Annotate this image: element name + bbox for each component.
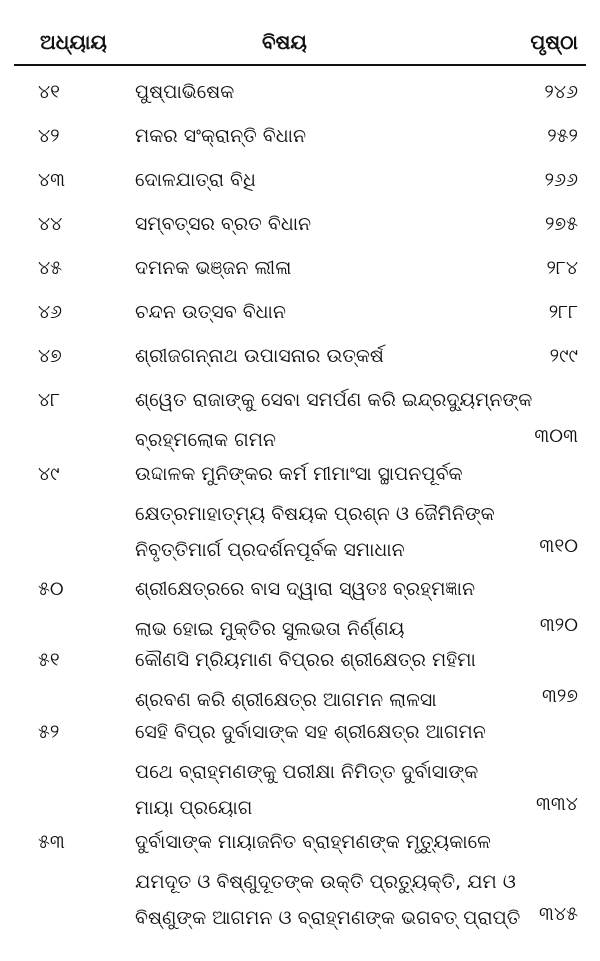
chapter-title-line: ସମ୍ବତ୍ସର ବ୍ରତ ବିଧାନ <box>135 213 312 235</box>
chapter-title <box>135 567 515 647</box>
list-item <box>0 158 600 202</box>
page-number: ୨୯୯ <box>549 345 578 367</box>
list-item <box>0 378 600 458</box>
chapter-title <box>135 246 515 290</box>
header-chapter: ଅଧ୍ୟାୟ <box>40 30 107 54</box>
chapter-number: ୫୦ <box>38 578 64 600</box>
page-number: ୩୨୦ <box>539 614 578 636</box>
list-item <box>0 70 600 114</box>
chapter-title-line: କୌଣସି ମ୍ରିୟମାଣ ବିପ୍ରର ଶ୍ରୀକ୍ଷେତ୍ର ମହିମା <box>135 649 476 671</box>
chapter-title-line: ଚନ୍ଦନ ଉତ୍ସବ ବିଧାନ <box>135 301 286 323</box>
list-item <box>0 290 600 334</box>
page-number: ୨୭୫ <box>545 213 578 235</box>
page-number: ୨୬୬ <box>544 169 578 191</box>
chapter-number: ୪୩ <box>38 169 66 191</box>
list-item <box>0 820 600 936</box>
chapter-title-line: ଯମଦୂତ ଓ ବିଷ୍ଣୁଦୂତଙ୍କ ଉକ୍ତି ପ୍ରତ୍ୟୁକ୍ତି, ଯମ ଓ <box>135 871 516 893</box>
chapter-title-line: ଦମନକ ଭଞ୍ଜନ ଲୀଳା <box>135 257 292 279</box>
page-number: ୩୨୭ <box>541 685 578 707</box>
chapter-number: ୪୮ <box>38 389 61 411</box>
page-number: ୨୮୮ <box>548 301 578 323</box>
chapter-title-line: କ୍ଷେତ୍ରମାହାତ୍ମ୍ୟ ବିଷୟକ ପ୍ରଶ୍ନ ଓ ଜୈମିନିଙ୍କ <box>135 503 495 525</box>
chapter-number: ୪୨ <box>38 125 60 147</box>
list-item <box>0 452 600 568</box>
chapter-title-line: ଶ୍ରୀକ୍ଷେତ୍ରରେ ବାସ ଦ୍ୱାରା ସ୍ୱତଃ ବ୍ରହ୍ମଜ୍ଞାନ <box>135 578 476 600</box>
chapter-title-line: ଶ୍ରୀଜଗନ୍ନାଥ ଉପାସନାର ଉତ୍କର୍ଷ <box>135 345 384 367</box>
list-item <box>0 638 600 718</box>
chapter-title-line: ଦୁର୍ବାସାଙ୍କ ମାୟାଜନିତ ବ୍ରାହ୍ମଣଙ୍କ ମୃତ୍ୟୁକାଳେ <box>135 831 491 853</box>
chapter-number: ୫୩ <box>38 831 65 853</box>
chapter-title-line: ଶ୍ରବଣ କରି ଶ୍ରୀକ୍ଷେତ୍ର ଆଗମନ ଲାଳସା <box>135 689 437 711</box>
list-item <box>0 567 600 647</box>
chapter-number: ୪୪ <box>38 213 63 235</box>
chapter-title-line: ବ୍ରହ୍ମଲୋକ ଗମନ <box>135 429 277 451</box>
page-number: ୩୩୪ <box>535 793 578 815</box>
list-item <box>0 710 600 826</box>
chapter-title-line: ମକର ସଂକ୍ରାନ୍ତି ବିଧାନ <box>135 125 307 147</box>
chapter-title <box>135 334 515 378</box>
chapter-title <box>135 158 515 202</box>
chapter-title-line: ଲାଭ ହୋଇ ମୁକ୍ତିର ସୁଲଭତା ନିର୍ଣ୍ଣୟ <box>135 618 405 640</box>
chapter-number: ୪୬ <box>38 301 63 323</box>
header-subject: ବିଷୟ <box>262 30 307 54</box>
chapter-number: ୪୫ <box>38 257 63 279</box>
chapter-title <box>135 290 515 334</box>
page-number: ୨୮୪ <box>546 257 578 279</box>
chapter-title-line: ମାୟା ପ୍ରୟୋଗ <box>135 797 253 819</box>
chapter-title <box>135 202 515 246</box>
chapter-title <box>135 452 515 568</box>
chapter-number: ୫୨ <box>38 721 60 743</box>
chapter-number: ୪୭ <box>38 345 62 367</box>
header-page: ପୃଷ୍ଠା <box>530 30 578 54</box>
chapter-title <box>135 114 515 158</box>
chapter-title <box>135 820 521 936</box>
list-item <box>0 246 600 290</box>
chapter-number: ୪୯ <box>38 463 60 485</box>
chapter-title-line: ପୁଷ୍ପାଭିଷେକ <box>135 81 235 103</box>
chapter-title-line: ଉଦ୍ଦାଳକ ମୁନିଙ୍କର କର୍ମ ମୀମାଂସା ସ୍ଥାପନପୂର୍ବକ <box>135 463 463 485</box>
chapter-title <box>135 70 515 114</box>
chapter-title <box>135 710 515 826</box>
chapter-title-line: ନିବୃତ୍ତିମାର୍ଗ ପ୍ରଦର୍ଶନପୂର୍ବକ ସମାଧାନ <box>135 539 405 561</box>
chapter-title-line: ବିଷ୍ଣୁଙ୍କ ଆଗମନ ଓ ବ୍ରାହ୍ମଣଙ୍କ ଭଗବତ୍ ପ୍ରାପ୍ତି <box>135 907 521 929</box>
page-number: ୩୦୩ <box>534 425 578 447</box>
chapter-title-line: ପଥେ ବ୍ରାହ୍ମଣଙ୍କୁ ପରୀକ୍ଷା ନିମିତ୍ତ ଦୁର୍ବାସାଙ୍କ <box>135 761 479 783</box>
page-number: ୩୧୦ <box>539 535 578 557</box>
table-header <box>0 30 600 62</box>
chapter-number: ୪୧ <box>38 81 61 103</box>
chapter-title <box>135 378 533 458</box>
chapter-number: ୫୧ <box>38 649 60 671</box>
chapter-title-line: ସେହି ବିପ୍ର ଦୁର୍ବାସାଙ୍କ ସହ ଶ୍ରୀକ୍ଷେତ୍ର ଆଗମନ <box>135 721 486 743</box>
chapter-title-line: ଶ୍ୱେତ ରାଜାଙ୍କୁ ସେବା ସମର୍ପଣ କରି ଇନ୍ଦ୍ରଦ୍ୟୁମ୍ନଙ୍କ <box>135 389 533 411</box>
chapter-title-line: ଦୋଳଯାତ୍ରା ବିଧି <box>135 169 256 191</box>
page-number: ୨୫୨ <box>547 125 578 147</box>
chapter-title <box>135 638 515 718</box>
list-item <box>0 114 600 158</box>
page-number: ୩୪୫ <box>539 903 578 925</box>
list-item <box>0 334 600 378</box>
page-number: ୨୪୬ <box>544 81 578 103</box>
header-divider <box>14 64 586 66</box>
list-item <box>0 202 600 246</box>
